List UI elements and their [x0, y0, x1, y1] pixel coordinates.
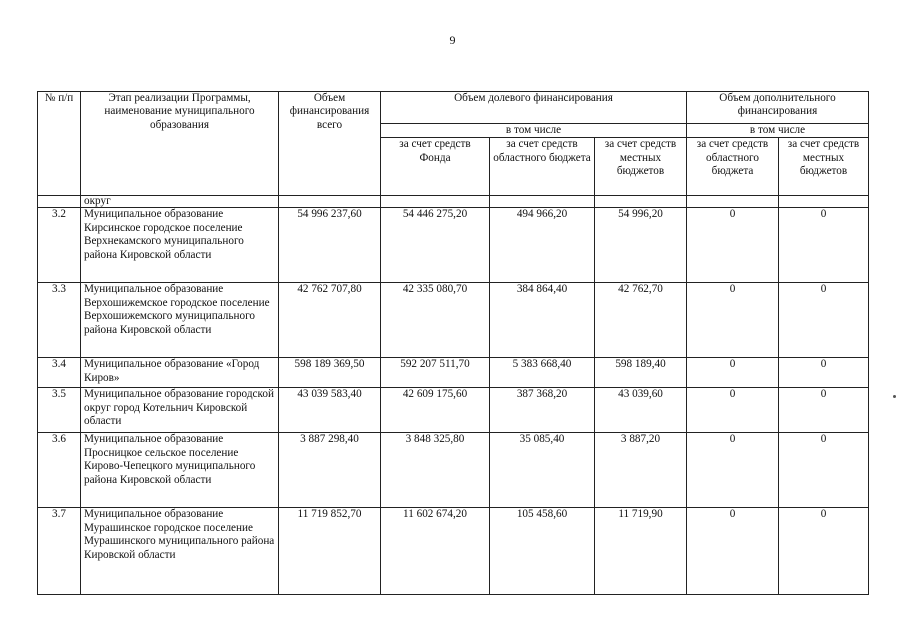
row-total: 54 996 237,60 [279, 208, 381, 283]
row-regional: 35 085,40 [490, 433, 595, 508]
row-add-regional: 0 [687, 388, 779, 433]
row-regional: 5 383 668,40 [490, 358, 595, 388]
row-fund: 42 609 175,60 [381, 388, 490, 433]
row-name: Муниципальное образование Мурашинское городское поселение Мурашинского муниципального района Кировской области [81, 508, 279, 595]
header-col-shared: Объем долевого финансирования [381, 92, 687, 124]
header-sub-regional: за счет средств областного бюджета [490, 138, 595, 196]
row-total: 598 189 369,50 [279, 358, 381, 388]
row-add-regional: 0 [687, 283, 779, 358]
scan-speck [893, 395, 896, 398]
header-col-stage: Этап реализации Программы, наименование муниципального образования [81, 92, 279, 196]
table-row [38, 208, 869, 283]
row-fund: 3 848 325,80 [381, 433, 490, 508]
row-local: 42 762,70 [595, 283, 687, 358]
row-number: 3.7 [38, 508, 81, 595]
continuation-row [38, 196, 869, 208]
row-total: 42 762 707,80 [279, 283, 381, 358]
table-row [38, 388, 869, 433]
financing-table [37, 91, 869, 595]
row-number: 3.5 [38, 388, 81, 433]
row-local: 3 887,20 [595, 433, 687, 508]
table-row [38, 433, 869, 508]
row-add-local: 0 [779, 508, 869, 595]
continuation-text: округ [81, 196, 279, 208]
row-local: 54 996,20 [595, 208, 687, 283]
row-regional: 105 458,60 [490, 508, 595, 595]
row-add-regional: 0 [687, 433, 779, 508]
row-name: Муниципальное образование Верхошижемское городское поселение Верхошижемского муниципального района Кировской области [81, 283, 279, 358]
row-fund: 11 602 674,20 [381, 508, 490, 595]
header-sub-fund: за счет средств Фонда [381, 138, 490, 196]
header-sub-add-local: за счет средств местных бюджетов [779, 138, 869, 196]
row-add-regional: 0 [687, 508, 779, 595]
table-row [38, 508, 869, 595]
row-fund: 42 335 080,70 [381, 283, 490, 358]
row-number: 3.2 [38, 208, 81, 283]
row-add-local: 0 [779, 208, 869, 283]
row-add-regional: 0 [687, 358, 779, 388]
row-total: 3 887 298,40 [279, 433, 381, 508]
header-sub-local: за счет средств местных бюджетов [595, 138, 687, 196]
row-regional: 494 966,20 [490, 208, 595, 283]
row-number: 3.6 [38, 433, 81, 508]
header-col-total: Объем финансирования всего [279, 92, 381, 196]
row-fund: 54 446 275,20 [381, 208, 490, 283]
row-local: 43 039,60 [595, 388, 687, 433]
row-add-regional: 0 [687, 208, 779, 283]
row-name: Муниципальное образование Кирсинское городское поселение Верхнекамского муниципального района Кировской области [81, 208, 279, 283]
row-name: Муниципальное образование Просницкое сельское поселение Кирово-Чепецкого муниципального района Кировской области [81, 433, 279, 508]
row-add-local: 0 [779, 388, 869, 433]
header-row-main [38, 92, 869, 124]
row-regional: 384 864,40 [490, 283, 595, 358]
page-number: 9 [449, 33, 456, 47]
row-local: 11 719,90 [595, 508, 687, 595]
header-col-number: № п/п [38, 92, 81, 196]
header-additional-including: в том числе [687, 124, 869, 138]
table-row [38, 283, 869, 358]
row-name: Муниципальное образование «Город Киров» [81, 358, 279, 388]
row-total: 43 039 583,40 [279, 388, 381, 433]
header-sub-add-regional: за счет средств областного бюджета [687, 138, 779, 196]
row-total: 11 719 852,70 [279, 508, 381, 595]
row-fund: 592 207 511,70 [381, 358, 490, 388]
row-name: Муниципальное образование городской округ город Котельнич Кировской области [81, 388, 279, 433]
row-local: 598 189,40 [595, 358, 687, 388]
continuation-num [38, 196, 81, 208]
row-add-local: 0 [779, 358, 869, 388]
table-row [38, 358, 869, 388]
header-col-additional: Объем дополнительного финансирования [687, 92, 869, 124]
row-add-local: 0 [779, 433, 869, 508]
header-shared-including: в том числе [381, 124, 687, 138]
row-number: 3.3 [38, 283, 81, 358]
row-add-local: 0 [779, 283, 869, 358]
row-regional: 387 368,20 [490, 388, 595, 433]
row-number: 3.4 [38, 358, 81, 388]
